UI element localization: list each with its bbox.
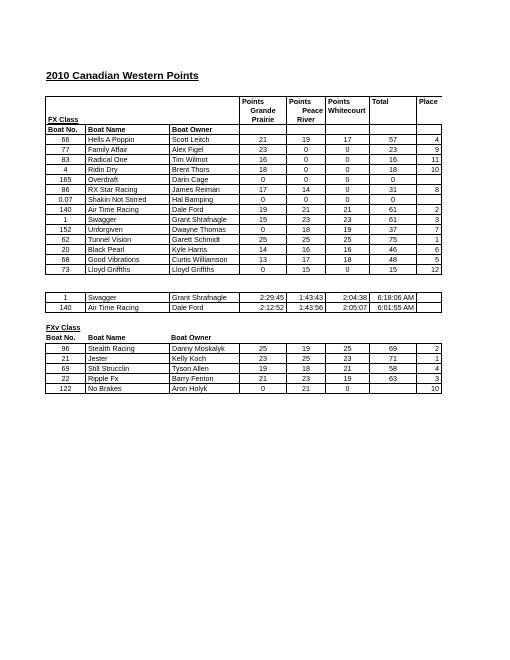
boat-no-cell: 0.07	[46, 195, 86, 205]
total-cell: 61	[370, 215, 417, 225]
points-grande-prairie-cell: 21	[240, 374, 287, 384]
header-row-1	[46, 97, 442, 107]
place-cell: 10	[417, 384, 442, 394]
points-whitecourt-cell: 0	[326, 155, 370, 165]
points-grande-prairie-cell: 2:29:45	[240, 293, 287, 303]
points-peace-river-cell: 18	[287, 225, 326, 235]
boat-no-cell: 86	[46, 185, 86, 195]
boat-no-cell: 83	[46, 155, 86, 165]
points-peace-river-cell: 19	[287, 344, 326, 354]
points-peace-river-cell: 0	[287, 195, 326, 205]
total-cell: 48	[370, 255, 417, 265]
boat-no-cell: 140	[46, 303, 86, 313]
table-row	[46, 225, 442, 235]
boat-no-cell: 1	[46, 215, 86, 225]
place-cell	[417, 293, 442, 303]
points-peace-river-cell: 21	[287, 205, 326, 215]
total-cell: 71	[370, 354, 417, 364]
place-cell: 5	[417, 255, 442, 265]
boat-owner-cell: Grant Shrafnagle	[170, 293, 240, 303]
total-cell	[370, 384, 417, 394]
place-cell: 4	[417, 364, 442, 374]
table-row	[46, 384, 442, 394]
boat-no-cell: 21	[46, 354, 86, 364]
place-cell: 11	[417, 155, 442, 165]
total-cell: 15	[370, 265, 417, 275]
points-grande-prairie-cell: 25	[240, 344, 287, 354]
boat-owner-cell: Garett Schmidt	[170, 235, 240, 245]
boat-name-cell: Lloyd Griffths	[86, 265, 170, 275]
boat-name-cell: Swagger	[86, 215, 170, 225]
place-cell	[417, 195, 442, 205]
boat-name-cell: Air Time Racing	[86, 303, 170, 313]
boat-name-cell: No Brakes	[86, 384, 170, 394]
points-grande-prairie-cell: 16	[240, 155, 287, 165]
boat-name-cell: Overdraft	[86, 175, 170, 185]
boat-name-cell: Family Affair	[86, 145, 170, 155]
table-row	[46, 185, 442, 195]
boat-no-cell: 165	[46, 175, 86, 185]
boat-owner-cell: Danny Moskalyk	[170, 344, 240, 354]
boat-owner-cell: Scott Leitch	[170, 135, 240, 145]
boat-owner-cell: Alex Figel	[170, 145, 240, 155]
points-peace-river-cell: 1:43:43	[287, 293, 326, 303]
total-cell: 23	[370, 145, 417, 155]
total-cell: 37	[370, 225, 417, 235]
boat-owner-cell: Darin Cage	[170, 175, 240, 185]
boat-no-cell: 20	[46, 245, 86, 255]
boat-name-cell: Hells A Poppin	[86, 135, 170, 145]
table-row	[46, 344, 442, 354]
table-row	[46, 195, 442, 205]
boat-no-cell: 77	[46, 145, 86, 155]
points-peace-river-cell: 0	[287, 165, 326, 175]
header-row-2	[46, 106, 442, 115]
boat-owner-cell: Kyle Harris	[170, 245, 240, 255]
place-cell: 10	[417, 165, 442, 175]
points-whitecourt-cell: 17	[326, 135, 370, 145]
total-cell: 31	[370, 185, 417, 195]
points-whitecourt-header: Points	[326, 97, 370, 107]
points-grande-prairie-header: Points	[240, 97, 287, 107]
total-cell: 6:01:55 AM	[370, 303, 417, 313]
points-grande-prairie-cell: 17	[240, 185, 287, 195]
points-grande-prairie-cell: 15	[240, 215, 287, 225]
boat-name-cell: Ridin Dry	[86, 165, 170, 175]
total-cell: 69	[370, 344, 417, 354]
table-row	[46, 135, 442, 145]
boat-name-cell: Tunnel Vision	[86, 235, 170, 245]
boat-owner-cell: Lloyd Griffths	[170, 265, 240, 275]
table-row	[46, 265, 442, 275]
boat-no-cell: 22	[46, 374, 86, 384]
boat-owner-cell: Dwayne Thomas	[170, 225, 240, 235]
points-whitecourt-cell: 19	[326, 225, 370, 235]
boat-name-cell: Unforgiven	[86, 225, 170, 235]
points-peace-river-cell: 0	[287, 145, 326, 155]
fxv-boat-no-header: Boat No.	[46, 333, 76, 342]
points-peace-river-cell: 25	[287, 235, 326, 245]
points-grande-prairie-cell: 18	[240, 165, 287, 175]
table-row	[46, 215, 442, 225]
points-grande-prairie-cell: 2:12:52	[240, 303, 287, 313]
table-row	[46, 155, 442, 165]
points-grande-prairie-cell: 21	[240, 135, 287, 145]
boat-owner-cell: Brent Thors	[170, 165, 240, 175]
boat-name-cell: Radical One	[86, 155, 170, 165]
points-whitecourt-cell: 0	[326, 384, 370, 394]
table-row	[46, 293, 442, 303]
points-grande-prairie-cell: 0	[240, 384, 287, 394]
points-grande-prairie-cell: 13	[240, 255, 287, 265]
points-whitecourt-cell: 25	[326, 344, 370, 354]
points-grande-prairie-cell: 0	[240, 225, 287, 235]
table-row	[46, 235, 442, 245]
table-row	[46, 303, 442, 313]
place-cell: 6	[417, 245, 442, 255]
fxv-boat-owner-header: Boat Owner	[171, 333, 212, 342]
river-label: River	[287, 115, 326, 125]
fx-points-table	[45, 96, 442, 275]
table-row	[46, 145, 442, 155]
boat-owner-cell: Curtis Williamson	[170, 255, 240, 265]
total-cell: 6:18:06 AM	[370, 293, 417, 303]
table-row	[46, 165, 442, 175]
boat-name-cell: Black Pearl	[86, 245, 170, 255]
place-cell: 2	[417, 205, 442, 215]
points-peace-river-cell: 0	[287, 155, 326, 165]
table-row	[46, 205, 442, 215]
total-cell: 0	[370, 195, 417, 205]
column-header-row	[46, 125, 442, 135]
points-peace-river-cell: 19	[287, 135, 326, 145]
total-cell: 63	[370, 374, 417, 384]
place-cell: 7	[417, 225, 442, 235]
points-peace-river-cell: 23	[287, 215, 326, 225]
table-row	[46, 374, 442, 384]
fxv-points-table	[45, 343, 442, 394]
points-grande-prairie-cell: 19	[240, 205, 287, 215]
boat-name-cell: Still Strucclin	[86, 364, 170, 374]
fxv-class-label: FXv Class	[46, 323, 81, 332]
place-cell: 1	[417, 354, 442, 364]
points-whitecourt-cell: 0	[326, 195, 370, 205]
boat-name-cell: Good Vibrations	[86, 255, 170, 265]
place-cell: 2	[417, 344, 442, 354]
points-peace-river-cell: 25	[287, 354, 326, 364]
boat-no-cell: 69	[46, 364, 86, 374]
points-whitecourt-cell: 21	[326, 205, 370, 215]
boat-name-cell: Ripple Fx	[86, 374, 170, 384]
points-whitecourt-cell: 0	[326, 175, 370, 185]
total-cell: 75	[370, 235, 417, 245]
boat-owner-cell: Kelly Koch	[170, 354, 240, 364]
boat-owner-cell: James Reiman	[170, 185, 240, 195]
points-peace-river-cell: 17	[287, 255, 326, 265]
boat-name-header: Boat Name	[86, 125, 170, 135]
boat-name-cell: RX Star Racing	[86, 185, 170, 195]
table-row	[46, 364, 442, 374]
total-cell: 16	[370, 155, 417, 165]
table-row	[46, 354, 442, 364]
points-whitecourt-cell: 19	[326, 374, 370, 384]
boat-name-cell: Jester	[86, 354, 170, 364]
boat-no-cell: 66	[46, 135, 86, 145]
total-cell: 57	[370, 135, 417, 145]
boat-owner-header: Boat Owner	[170, 125, 240, 135]
boat-no-cell: 122	[46, 384, 86, 394]
boat-no-cell: 68	[46, 255, 86, 265]
points-whitecourt-cell: 23	[326, 354, 370, 364]
boat-name-cell: Stealth Racing	[86, 344, 170, 354]
place-cell: 3	[417, 215, 442, 225]
points-peace-river-cell: 16	[287, 245, 326, 255]
points-whitecourt-cell: 25	[326, 235, 370, 245]
table-row	[46, 245, 442, 255]
boat-owner-cell: Barry Fenton	[170, 374, 240, 384]
points-whitecourt-cell: 16	[326, 245, 370, 255]
boat-owner-cell: Aron Holyk	[170, 384, 240, 394]
points-whitecourt-cell: 23	[326, 215, 370, 225]
peace-label: Peace	[287, 106, 326, 115]
place-cell: 3	[417, 374, 442, 384]
place-cell: 9	[417, 145, 442, 155]
header-row-3	[46, 115, 442, 125]
total-cell: 58	[370, 364, 417, 374]
points-grande-prairie-cell: 14	[240, 245, 287, 255]
points-grande-prairie-cell: 0	[240, 195, 287, 205]
points-grande-prairie-cell: 0	[240, 175, 287, 185]
points-peace-river-cell: 18	[287, 364, 326, 374]
points-peace-river-cell: 0	[287, 175, 326, 185]
points-grande-prairie-cell: 23	[240, 145, 287, 155]
tiebreak-times-table	[45, 292, 442, 313]
place-cell	[417, 175, 442, 185]
place-header: Place	[417, 97, 442, 107]
points-peace-river-cell: 1:43:56	[287, 303, 326, 313]
points-whitecourt-cell: 0	[326, 265, 370, 275]
boat-no-cell: 73	[46, 265, 86, 275]
boat-owner-cell: Dale Ford	[170, 303, 240, 313]
boat-owner-cell: Tyson Allen	[170, 364, 240, 374]
points-whitecourt-cell: 18	[326, 255, 370, 265]
points-whitecourt-cell: 21	[326, 364, 370, 374]
boat-no-cell: 1	[46, 293, 86, 303]
page-title: 2010 Canadian Western Points	[46, 70, 199, 82]
points-whitecourt-cell: 0	[326, 165, 370, 175]
boat-no-header: Boat No.	[46, 125, 86, 135]
grande-label: Grande	[240, 106, 287, 115]
fx-class-label: FX Class	[46, 115, 240, 125]
place-cell: 8	[417, 185, 442, 195]
boat-owner-cell: Grant Shrafnagle	[170, 215, 240, 225]
points-peace-river-cell: 23	[287, 374, 326, 384]
points-grande-prairie-cell: 25	[240, 235, 287, 245]
boat-no-cell: 140	[46, 205, 86, 215]
boat-owner-cell: Hal Bamping	[170, 195, 240, 205]
boat-no-cell: 152	[46, 225, 86, 235]
points-grande-prairie-cell: 0	[240, 265, 287, 275]
boat-owner-cell: Tim Wilmot	[170, 155, 240, 165]
boat-name-cell: Shakin Not Stirred	[86, 195, 170, 205]
points-grande-prairie-cell: 19	[240, 364, 287, 374]
total-cell: 18	[370, 165, 417, 175]
table-row	[46, 255, 442, 265]
place-cell: 1	[417, 235, 442, 245]
boat-no-cell: 62	[46, 235, 86, 245]
points-whitecourt-cell: 0	[326, 185, 370, 195]
boat-no-cell: 96	[46, 344, 86, 354]
table-row	[46, 175, 442, 185]
place-cell: 12	[417, 265, 442, 275]
boat-owner-cell: Dale Ford	[170, 205, 240, 215]
points-peace-river-cell: 15	[287, 265, 326, 275]
place-cell	[417, 303, 442, 313]
total-cell: 61	[370, 205, 417, 215]
points-peace-river-cell: 14	[287, 185, 326, 195]
boat-no-cell: 4	[46, 165, 86, 175]
fxv-boat-name-header: Boat Name	[88, 333, 126, 342]
place-cell: 4	[417, 135, 442, 145]
points-peace-river-cell: 21	[287, 384, 326, 394]
points-whitecourt-cell: 2:05:07	[326, 303, 370, 313]
points-whitecourt-cell: 2:04:38	[326, 293, 370, 303]
points-grande-prairie-cell: 23	[240, 354, 287, 364]
prairie-label: Prairie	[240, 115, 287, 125]
points-whitecourt-cell: 0	[326, 145, 370, 155]
total-cell: 46	[370, 245, 417, 255]
total-header: Total	[370, 97, 417, 107]
total-cell: 0	[370, 175, 417, 185]
boat-name-cell: Swagger	[86, 293, 170, 303]
points-peace-river-header: Points	[287, 97, 326, 107]
boat-name-cell: Air Time Racing	[86, 205, 170, 215]
whitecourt-label: Whitecourt	[326, 106, 370, 115]
